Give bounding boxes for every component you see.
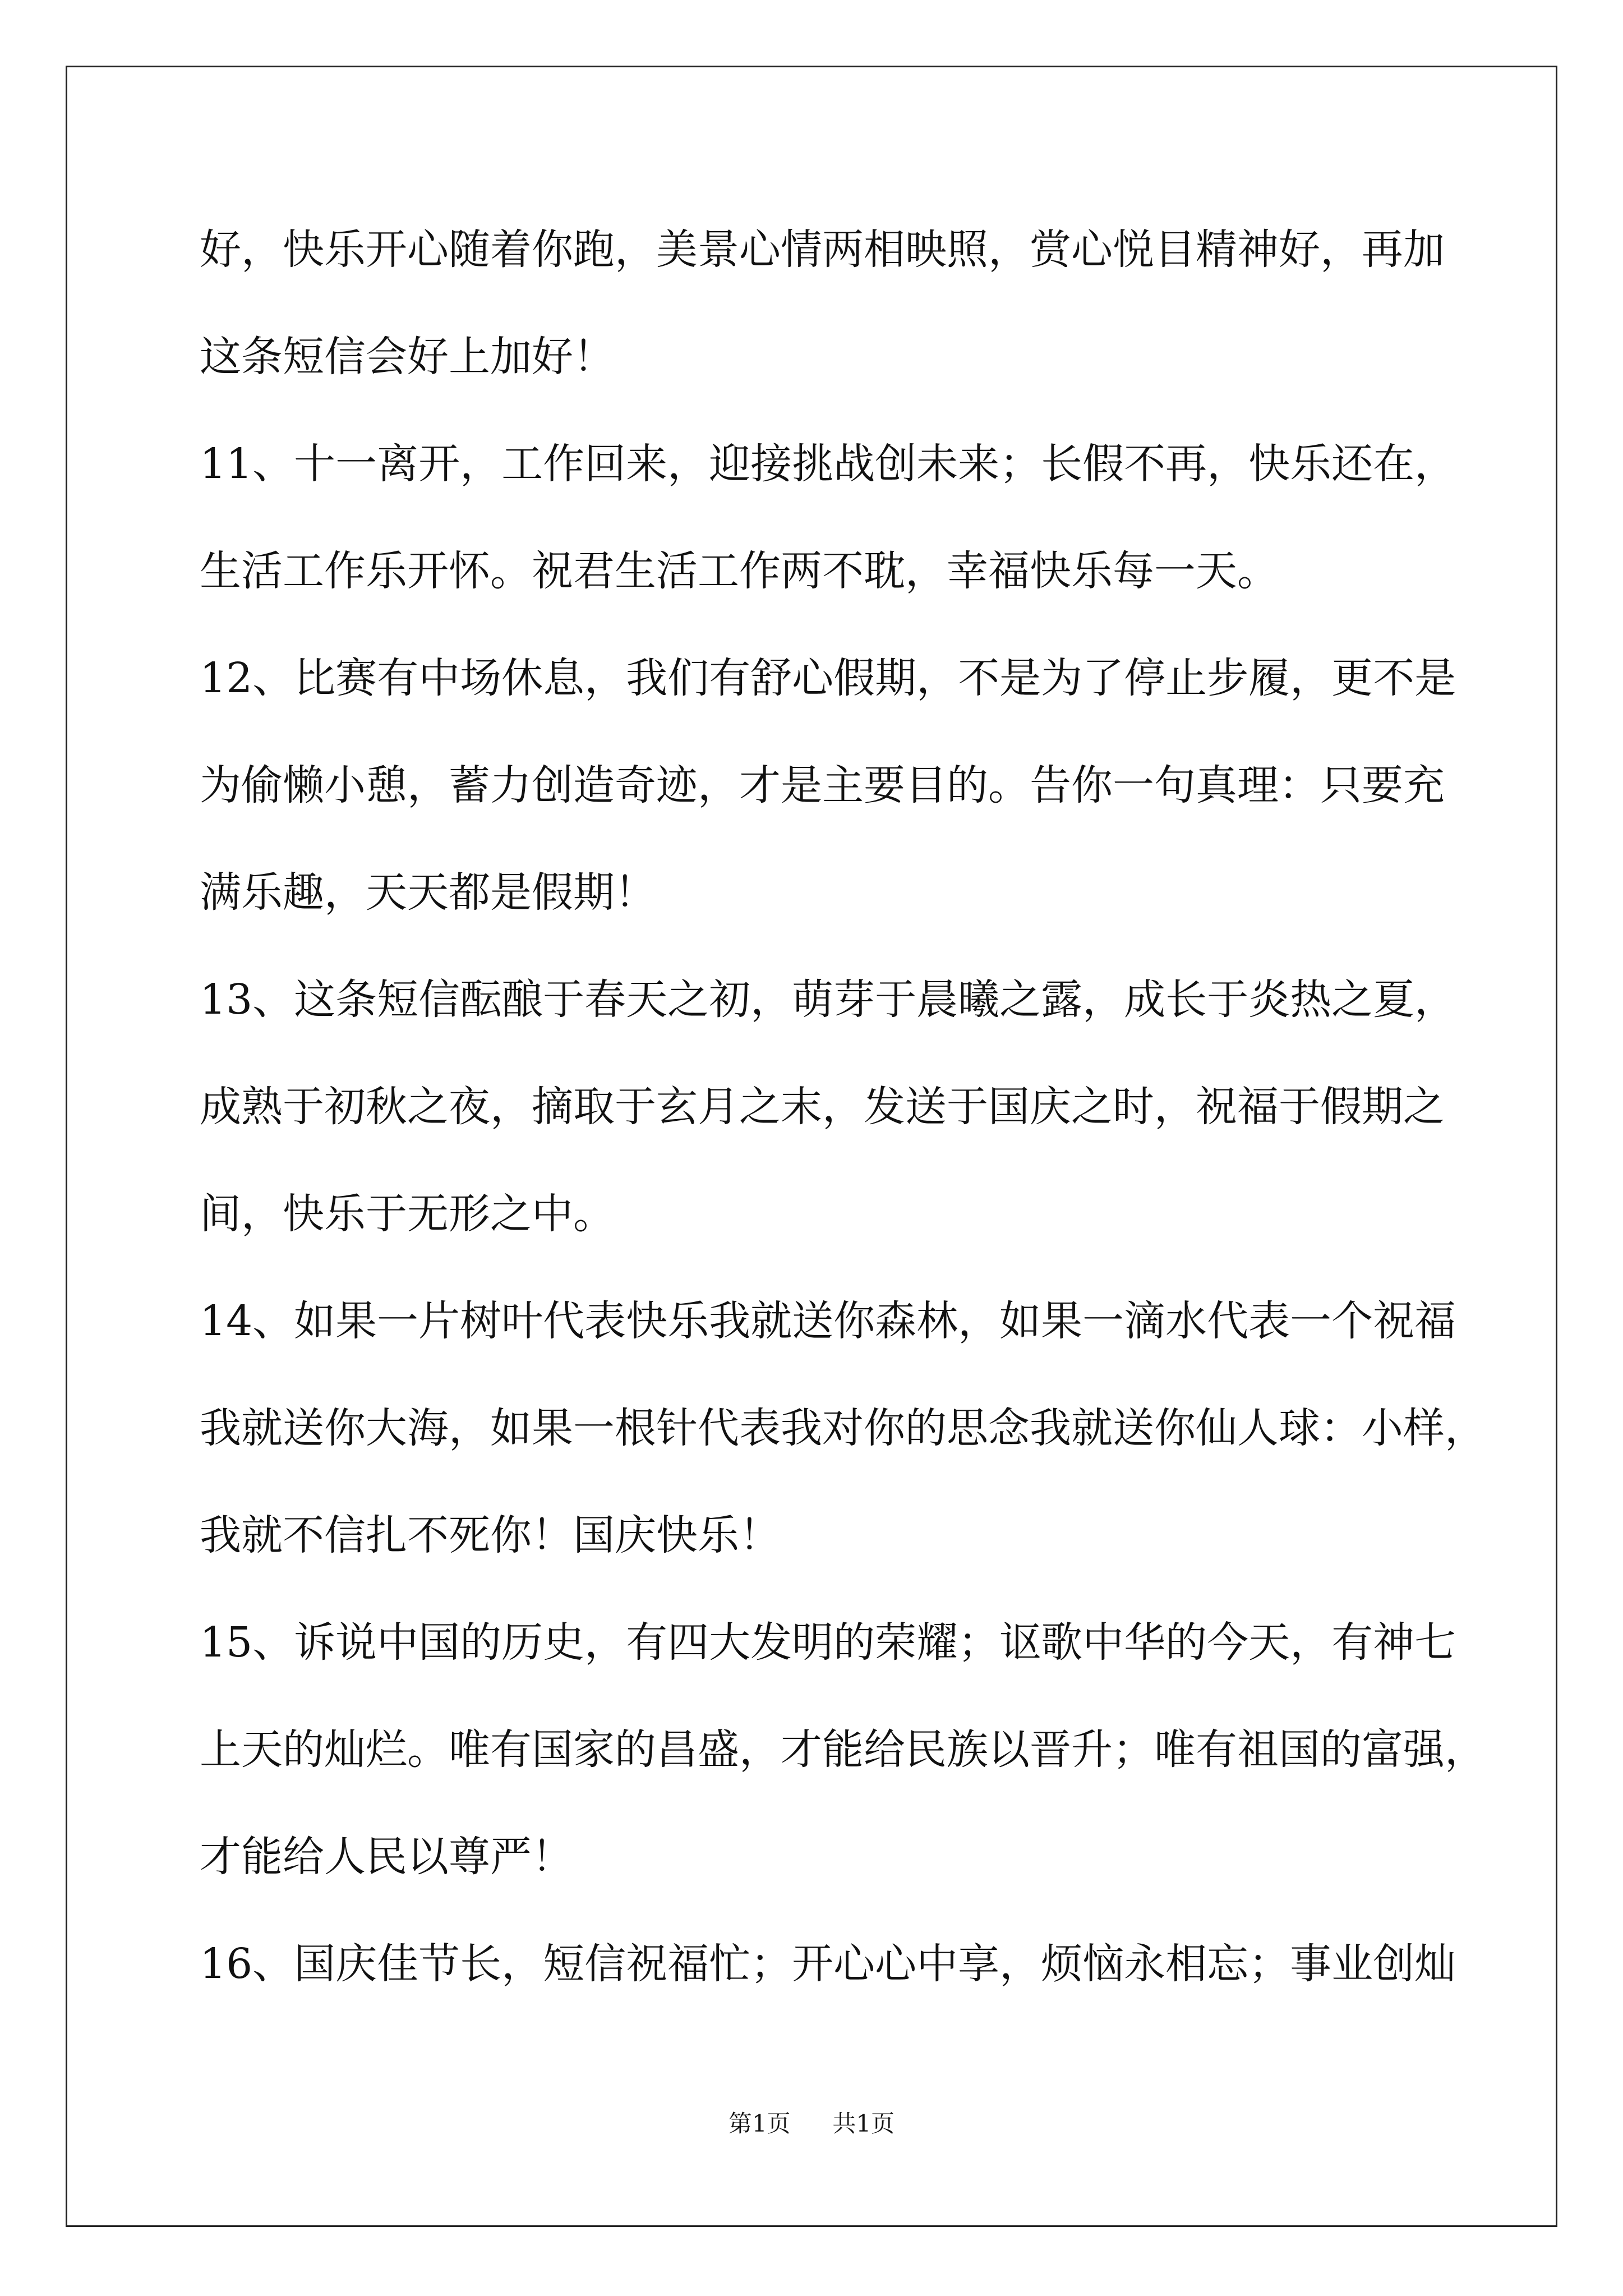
text-line: 11、十一离开，工作回来，迎接挑战创未来；长假不再，快乐还在， [200,440,1456,488]
text-line: 12、比赛有中场休息，我们有舒心假期，不是为了停止步履，更不是 [200,654,1456,702]
text-line: 生活工作乐开怀。祝君生活工作两不耽，幸福快乐每一天。 [200,547,1279,595]
text-line: 这条短信会好上加好！ [200,333,615,381]
text-line: 为偷懒小憩，蓄力创造奇迹，才是主要目的。告你一句真理：只要充 [200,761,1445,809]
text-line: 成熟于初秋之夜，摘取于玄月之末，发送于国庆之时，祝福于假期之 [200,1083,1445,1131]
page-footer [0,2107,1623,2141]
text-line: 我就送你大海，如果一根针代表我对你的思念我就送你仙人球：小样， [200,1404,1486,1452]
text-line: 15、诉说中国的历史，有四大发明的荣耀；讴歌中华的今天，有神七 [200,1618,1456,1667]
text-line: 16、国庆佳节长，短信祝福忙；开心心中享，烦恼永相忘；事业创灿 [200,1940,1456,1988]
text-line: 上天的灿烂。唯有国家的昌盛，才能给民族以晋升；唯有祖国的富强， [200,1726,1486,1774]
text-line: 我就不信扎不死你！国庆快乐！ [200,1511,781,1559]
page-number-current: 第1页 [728,2110,791,2137]
text-line: 14、如果一片树叶代表快乐我就送你森林，如果一滴水代表一个祝福 [200,1297,1456,1345]
text-line: 13、这条短信酝酿于春天之初，萌芽于晨曦之露，成长于炎热之夏， [200,976,1456,1024]
text-line: 才能给人民以尊严！ [200,1833,573,1881]
text-line: 间，快乐于无形之中。 [200,1190,615,1238]
page-border [66,66,1557,2227]
text-line: 好，快乐开心随着你跑，美景心情两相映照，赏心悦目精神好，再加 [200,226,1445,274]
text-line: 满乐趣，天天都是假期！ [200,868,656,917]
page-number-total: 共1页 [832,2110,895,2137]
